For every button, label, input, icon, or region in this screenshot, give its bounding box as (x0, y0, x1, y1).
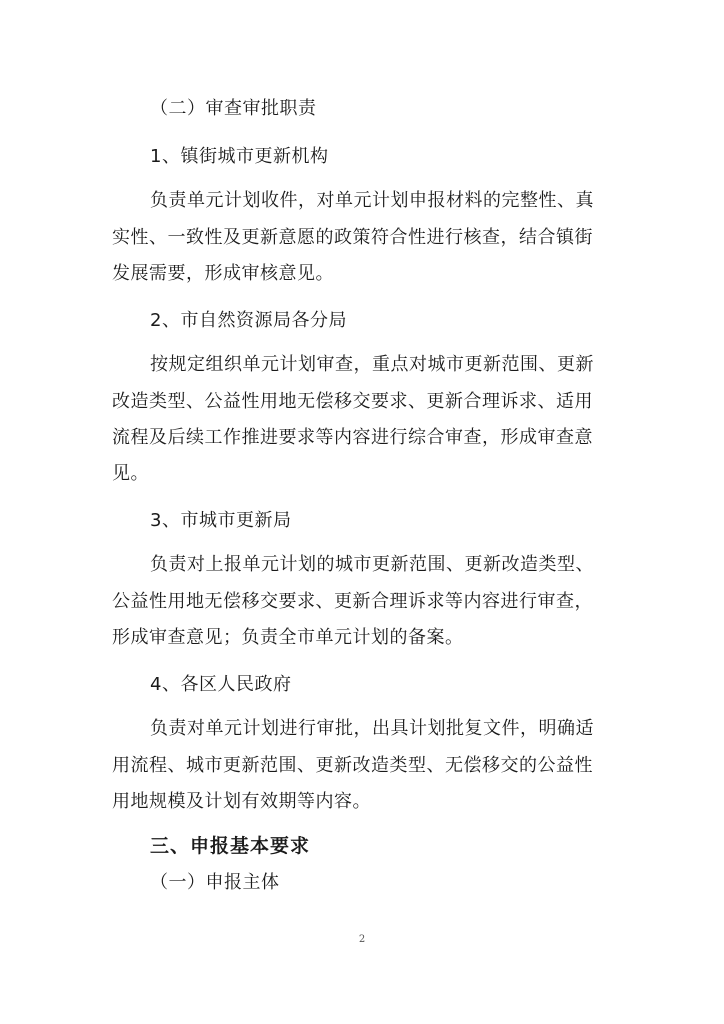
paragraph-line: 用地规模及计划有效期等内容。 (112, 791, 371, 812)
subheading-review-duties: （二）审查审批职责 (150, 98, 317, 119)
item-heading-4: 4、各区人民政府 (150, 674, 292, 695)
paragraph-line: 负责对上报单元计划的城市更新范围、更新改造类型、 (150, 554, 594, 575)
paragraph-line: 改造类型、公益性用地无偿移交要求、更新合理诉求、适用 (112, 391, 593, 412)
paragraph-line: 见。 (112, 463, 149, 484)
paragraph-line: 负责单元计划收件，对单元计划申报材料的完整性、真 (150, 190, 594, 211)
paragraph-line: 公益性用地无偿移交要求、更新合理诉求等内容进行审查， (112, 591, 593, 612)
paragraph-line: 负责对单元计划进行审批，出具计划批复文件，明确适 (150, 718, 594, 739)
paragraph-line: 形成审查意见；负责全市单元计划的备案。 (112, 627, 464, 648)
subheading-applicant: （一）申报主体 (150, 872, 280, 893)
page-number: 2 (358, 934, 366, 945)
paragraph-line: 实性、一致性及更新意愿的政策符合性进行核查，结合镇街 (112, 227, 593, 248)
paragraph-line: 流程及后续工作推进要求等内容进行综合审查，形成审查意 (112, 427, 593, 448)
item-heading-3: 3、市城市更新局 (150, 510, 292, 531)
item-heading-2: 2、市自然资源局各分局 (150, 310, 347, 331)
section-heading-3: 三、申报基本要求 (150, 835, 311, 857)
item-heading-1: 1、镇街城市更新机构 (150, 146, 329, 167)
paragraph-line: 用流程、城市更新范围、更新改造类型、无偿移交的公益性 (112, 755, 593, 776)
paragraph-line: 发展需要，形成审核意见。 (112, 263, 334, 284)
paragraph-line: 按规定组织单元计划审查，重点对城市更新范围、更新 (150, 354, 594, 375)
